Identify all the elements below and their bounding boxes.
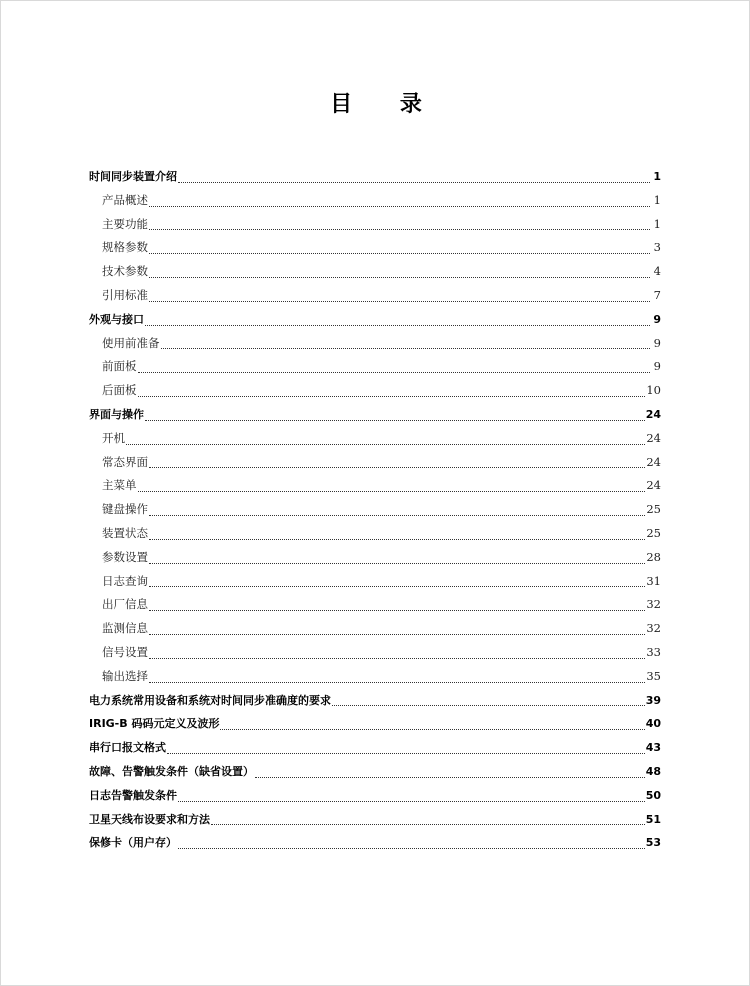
dot-leader — [178, 173, 650, 185]
toc-chapter-entry[interactable] — [89, 760, 661, 784]
toc-entry-page-number: 35 — [646, 668, 661, 683]
dot-leader — [138, 363, 651, 375]
dot-leader — [138, 482, 646, 494]
toc-entry-label: 常态界面 — [102, 454, 148, 469]
toc-entry-label: 技术参数 — [102, 264, 148, 279]
toc-section-entry[interactable] — [89, 332, 661, 356]
toc-entry-page-number: 31 — [646, 573, 661, 588]
dot-leader — [211, 815, 645, 827]
dot-leader — [149, 220, 650, 232]
toc-entry-page-number: 1 — [653, 192, 661, 207]
toc-entry-label: 保修卡（用户存） — [89, 836, 177, 850]
toc-entry-page-number: 39 — [645, 693, 661, 707]
toc-entry-page-number: 24 — [646, 478, 661, 493]
toc-entry-page-number: 43 — [645, 741, 661, 755]
toc-entry-page-number: 1 — [653, 216, 661, 231]
toc-section-entry[interactable] — [89, 570, 661, 594]
toc-chapter-entry[interactable] — [89, 165, 661, 189]
toc-entry-label: 使用前准备 — [102, 335, 160, 350]
toc-title: 目 录 — [330, 91, 442, 117]
dot-leader — [149, 458, 645, 470]
toc-chapter-entry[interactable] — [89, 308, 661, 332]
toc-entry-page-number: 25 — [646, 502, 661, 517]
toc-chapter-entry[interactable] — [89, 712, 661, 736]
toc-entry-label: 开机 — [102, 430, 125, 445]
toc-section-entry[interactable] — [89, 498, 661, 522]
toc-entry-page-number: 51 — [645, 812, 661, 826]
dot-leader — [149, 601, 645, 613]
toc-entry-label: 产品概述 — [102, 192, 148, 207]
toc-entry-page-number: 53 — [645, 836, 661, 850]
toc-entry-page-number: 50 — [645, 788, 661, 802]
toc-section-entry[interactable] — [89, 451, 661, 475]
dot-leader — [167, 744, 645, 756]
toc-entry-page-number: 24 — [645, 407, 661, 421]
toc-entry-label: 故障、告警触发条件（缺省设置） — [89, 764, 254, 778]
toc-section-entry[interactable] — [89, 379, 661, 403]
toc-entry-label: 引用标准 — [102, 287, 148, 302]
dot-leader — [332, 696, 645, 708]
toc-entry-page-number: 1 — [653, 170, 661, 183]
dot-leader — [149, 577, 645, 589]
dot-leader — [149, 649, 645, 661]
toc-entry-page-number: 4 — [653, 264, 661, 279]
toc-entry-page-number: 3 — [653, 240, 661, 255]
table-of-contents — [89, 165, 661, 855]
dot-leader — [149, 244, 650, 256]
toc-entry-label: 信号设置 — [102, 644, 148, 659]
toc-entry-label: 参数设置 — [102, 549, 148, 564]
toc-entry-label: IRIG-B 码码元定义及波形 — [89, 717, 220, 731]
dot-leader — [149, 292, 650, 304]
toc-entry-page-number: 32 — [646, 621, 661, 636]
toc-section-entry[interactable] — [89, 641, 661, 665]
toc-entry-page-number: 28 — [646, 549, 661, 564]
toc-entry-page-number: 40 — [645, 717, 661, 731]
toc-section-entry[interactable] — [89, 665, 661, 689]
toc-entry-page-number: 10 — [646, 383, 661, 398]
toc-entry-label: 外观与接口 — [89, 312, 144, 326]
toc-section-entry[interactable] — [89, 189, 661, 213]
toc-section-entry[interactable] — [89, 284, 661, 308]
dot-leader — [149, 530, 645, 542]
toc-entry-label: 规格参数 — [102, 240, 148, 255]
toc-entry-label: 界面与操作 — [89, 407, 144, 421]
toc-entry-label: 电力系统常用设备和系统对时间同步准确度的要求 — [89, 693, 331, 707]
toc-entry-label: 时间同步装置介绍 — [89, 170, 177, 183]
dot-leader — [220, 720, 644, 732]
toc-entry-label: 键盘操作 — [102, 502, 148, 517]
toc-entry-label: 后面板 — [102, 383, 137, 398]
toc-entry-label: 日志查询 — [102, 573, 148, 588]
toc-section-entry[interactable] — [89, 522, 661, 546]
toc-entry-label: 日志告警触发条件 — [89, 788, 177, 802]
toc-entry-label: 主要功能 — [102, 216, 148, 231]
dot-leader — [138, 387, 646, 399]
dot-leader — [178, 839, 645, 851]
toc-section-entry[interactable] — [89, 593, 661, 617]
dot-leader — [178, 792, 645, 804]
toc-entry-label: 装置状态 — [102, 525, 148, 540]
toc-chapter-entry[interactable] — [89, 689, 661, 713]
toc-entry-page-number: 48 — [645, 764, 661, 778]
dot-leader — [145, 411, 645, 423]
toc-section-entry[interactable] — [89, 355, 661, 379]
toc-chapter-entry[interactable] — [89, 831, 661, 855]
toc-entry-page-number: 9 — [653, 335, 661, 350]
toc-chapter-entry[interactable] — [89, 403, 661, 427]
toc-section-entry[interactable] — [89, 213, 661, 237]
toc-entry-page-number: 9 — [653, 359, 661, 374]
toc-section-entry[interactable] — [89, 260, 661, 284]
toc-entry-label: 出厂信息 — [102, 597, 148, 612]
dot-leader — [126, 435, 645, 447]
toc-entry-page-number: 32 — [646, 597, 661, 612]
toc-section-entry[interactable] — [89, 546, 661, 570]
dot-leader — [149, 268, 650, 280]
toc-entry-label: 串行口报文格式 — [89, 741, 166, 755]
toc-section-entry[interactable] — [89, 427, 661, 451]
dot-leader — [255, 768, 645, 780]
toc-entry-page-number: 24 — [646, 454, 661, 469]
toc-entry-label: 输出选择 — [102, 668, 148, 683]
toc-entry-page-number: 25 — [646, 525, 661, 540]
dot-leader — [149, 554, 645, 566]
dot-leader — [145, 316, 650, 328]
dot-leader — [149, 197, 650, 209]
dot-leader — [149, 625, 645, 637]
toc-entry-label: 卫星天线布设要求和方法 — [89, 812, 210, 826]
toc-entry-page-number: 24 — [646, 430, 661, 445]
toc-entry-page-number: 9 — [653, 312, 661, 326]
toc-section-entry[interactable] — [89, 236, 661, 260]
toc-entry-page-number: 33 — [646, 644, 661, 659]
toc-chapter-entry[interactable] — [89, 784, 661, 808]
dot-leader — [149, 506, 645, 518]
toc-entry-label: 前面板 — [102, 359, 137, 374]
dot-leader — [161, 339, 651, 351]
dot-leader — [149, 673, 645, 685]
toc-chapter-entry[interactable] — [89, 808, 661, 832]
toc-entry-label: 监测信息 — [102, 621, 148, 636]
toc-entry-page-number: 7 — [653, 287, 661, 302]
toc-section-entry[interactable] — [89, 474, 661, 498]
toc-chapter-entry[interactable] — [89, 736, 661, 760]
toc-entry-label: 主菜单 — [102, 478, 137, 493]
toc-section-entry[interactable] — [89, 617, 661, 641]
